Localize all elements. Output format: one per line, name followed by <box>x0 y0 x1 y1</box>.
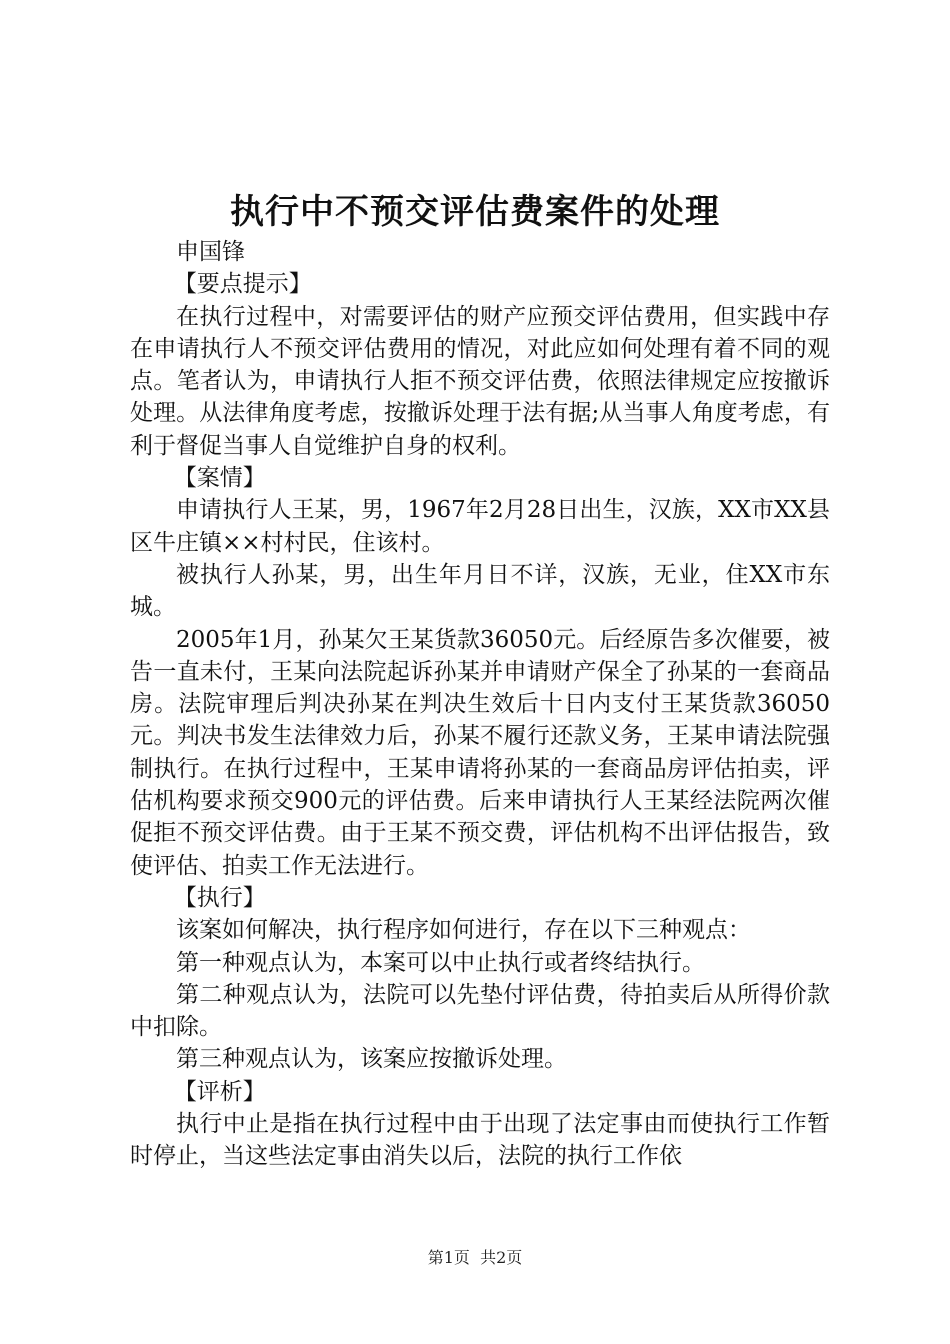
document-body <box>130 236 830 1173</box>
section-heading-execution: 【执行】 <box>173 884 266 911</box>
page-footer <box>0 1245 950 1268</box>
section-heading-analysis: 【评析】 <box>173 1078 266 1105</box>
paragraph: 第三种观点认为，该案应按撤诉处理。 <box>176 1046 567 1073</box>
author-line: 申国锋 <box>176 239 245 265</box>
page-total: 共2页 <box>480 1248 523 1267</box>
document-title: 执行中不预交评估费案件的处理 <box>230 192 720 232</box>
paragraph: 第一种观点认为，本案可以中止执行或者终结执行。 <box>176 949 705 976</box>
page-number: 第1页 <box>427 1248 470 1267</box>
paragraph: 第二种观点认为，法院可以先垫付评估费，待拍卖后从所得价款中扣除。 <box>130 981 830 1041</box>
paragraph: 该案如何解决，执行程序如何进行，存在以下三种观点： <box>176 917 751 944</box>
paragraph: 申请执行人王某，男，1967年2月28日出生，汉族，XX市XX县区牛庄镇××村村民，住该村。 <box>130 497 830 556</box>
paragraph: 被执行人孙某，男，出生年月日不详，汉族，无业，住XX市东城。 <box>130 561 830 621</box>
section-heading-key-points: 【要点提示】 <box>173 271 312 298</box>
paragraph: 在执行过程中，对需要评估的财产应预交评估费用，但实践中存在申请执行人不预交评估费用的情况，对此应如何处理有着不同的观点。笔者认为，申请执行人拒不预交评估费，依照法律规定应按撤诉处理。从法律角度考虑，按撤诉处理于法有据;从当事人角度考虑，有利于督促当事人自觉维护自身的权利。 <box>130 303 830 459</box>
paragraph: 执行中止是指在执行过程中由于出现了法定事由而使执行工作暂时停止，当这些法定事由消失以后，法院的执行工作依 <box>130 1111 830 1170</box>
section-heading-case: 【案情】 <box>173 465 266 492</box>
paragraph: 2005年1月，孙某欠王某货款36050元。后经原告多次催要，被告一直未付，王某向法院起诉孙某并申请财产保全了孙某的一套商品房。法院审理后判决孙某在判决生效后十日内支付王某货款36050元。判决书发生法律效力后，孙某不履行还款义务，王某申请法院强制执行。在执行过程中，王某申请将孙某的一套商品房评估拍卖，评估机构要求预交900元的评估费。后来申请执行人王某经法院两次催促拒不预交评估费。由于王某不预交费，评估机构不出评估报告，致使评估、拍卖工作无法进行。 <box>130 626 830 879</box>
